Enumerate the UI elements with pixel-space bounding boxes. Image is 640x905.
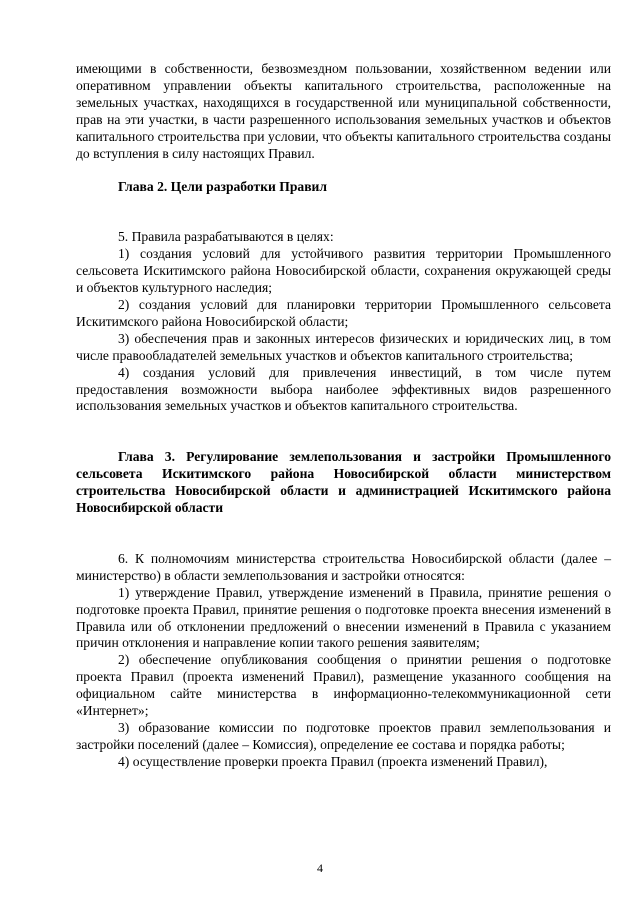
- chapter-3-paragraph: 4) осуществление проверки проекта Правил (проекта изменений Правил),: [118, 753, 548, 769]
- chapter-2-paragraph: 5. Правила разрабатываются в целях:: [118, 229, 334, 245]
- intro-paragraph: имеющими в собственности, безвозмездном пользовании, хозяйственном ведении или оперативном управлении объекты капитального строительства, расположенные на земельных участках, находящихся в государственной или муниципальной собственности, прав на эти участки, в части разрешенного использования земельных участков и объектов капитального строительства при условии, что объекты капитального строительства созданы до вступления в силу настоящих Правил.: [76, 61, 611, 161]
- chapter-3-paragraph: 3) образование комиссии по подготовке проектов правил землепользования и застройки поселений (далее – Комиссия), определение ее состава и порядка работы;: [76, 720, 611, 752]
- chapter-3-paragraph: 2) обеспечение опубликования сообщения о принятии решения о подготовке проекта Правил (проекта изменений Правил), размещение указанного сообщения на официальном сайте министерства в информационно-телекоммуникационной сети «Интернет»;: [76, 652, 611, 719]
- chapter-2-paragraph: 2) создания условий для планировки территории Промышленного сельсовета Искитимского района Новосибирской области;: [76, 296, 611, 329]
- chapter-3-heading: Глава 3. Регулирование землепользования и застройки Промышленного сельсовета Искитимского района Новосибирской области министерством строительства Новосибирской области и администрацией Искитимского района Новосибирской области: [76, 449, 611, 516]
- chapter-3-paragraph: 6. К полномочиям министерства строительства Новосибирской области (далее – министерство) в области землепользования и застройки относятся:: [76, 550, 611, 583]
- page-number: 4: [317, 861, 323, 875]
- chapter-2-paragraph: 1) создания условий для устойчивого развития территории Промышленного сельсовета Искитимского района Новосибирской области, сохранения окружающей среды и объектов культурного наследия;: [76, 246, 611, 296]
- chapter-2-paragraph: 4) создания условий для привлечения инвестиций, в том числе путем предоставления возможности выбора наиболее эффективных видов разрешенного использования земельных участков и объектов капитального строительства.: [76, 364, 611, 414]
- chapter-3-paragraph: 1) утверждение Правил, утверждение изменений в Правила, принятие решения о подготовке проекта Правил, принятие решения о подготовке проекта внесения изменений в Правила или об отклонении предложений о внесении изменений в Правила с указанием причин отклонения и направление копии такого решения заявителям;: [76, 584, 611, 651]
- chapter-2-heading: Глава 2. Цели разработки Правил: [118, 179, 328, 195]
- chapter-2-paragraph: 3) обеспечения прав и законных интересов физических и юридических лиц, в том числе правообладателей земельных участков и объектов капитального строительства;: [76, 330, 611, 363]
